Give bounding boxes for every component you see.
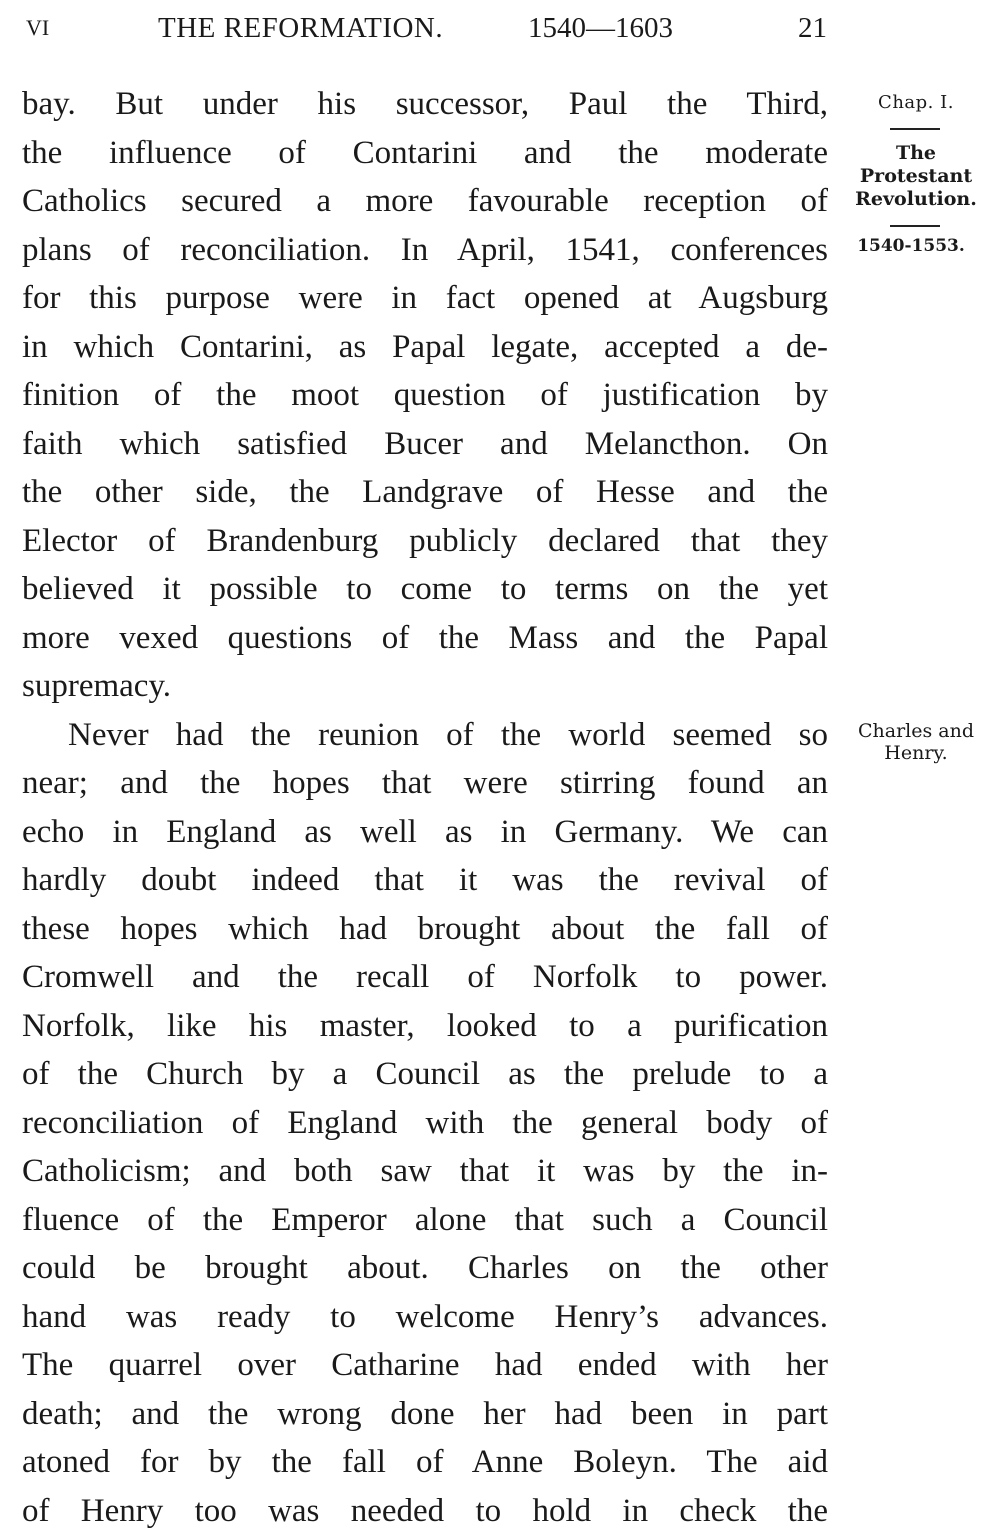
sidenote-divider [890, 128, 940, 130]
text-line: of the Church by a Council as the prelude to a [22, 1050, 828, 1099]
text-line: the influence of Contarini and the moderate [22, 129, 828, 178]
text-line: hand was ready to welcome Henry’s advances. [22, 1293, 828, 1342]
text-line: fluence of the Emperor alone that such a Council [22, 1196, 828, 1245]
main-text-column [22, 80, 828, 1535]
sidenote-margin-line: Charles and [836, 720, 996, 742]
sidenote-topic-line: Revolution. [836, 188, 996, 211]
sidenote-chapter-label: Chap. I. [836, 92, 996, 113]
text-line: hardly doubt indeed that it was the revival of [22, 856, 828, 905]
sidenote-topic-line: The [836, 142, 996, 165]
text-line: finition of the moot question of justification by [22, 371, 828, 420]
text-line-paragraph-start: Never had the reunion of the world seemed so [22, 711, 828, 760]
text-line: near; and the hopes that were stirring found an [22, 759, 828, 808]
text-line: the other side, the Landgrave of Hesse and the [22, 468, 828, 517]
text-line: Catholics secured a more favourable reception of [22, 177, 828, 226]
running-header [22, 10, 830, 46]
sidenote-margin-line: Henry. [836, 742, 996, 764]
text-line: plans of reconciliation. In April, 1541, conferences [22, 226, 828, 275]
sidenote-date-range: 1540-1553. [836, 236, 986, 256]
text-line: bay. But under his successor, Paul the Third, [22, 80, 828, 129]
text-line: reconciliation of England with the general body of [22, 1099, 828, 1148]
text-line: Elector of Brandenburg publicly declared that they [22, 517, 828, 566]
text-line: in which Contarini, as Papal legate, accepted a de- [22, 323, 828, 372]
text-line: Norfolk, like his master, looked to a purification [22, 1002, 828, 1051]
text-line: echo in England as well as in Germany. We can [22, 808, 828, 857]
text-line: these hopes which had brought about the fall of [22, 905, 828, 954]
text-line: atoned for by the fall of Anne Boleyn. The aid [22, 1438, 828, 1487]
header-date-range: 1540—1603 [528, 10, 673, 46]
header-book-title: THE REFORMATION. [158, 10, 443, 46]
text-line-paragraph-end: supremacy. [22, 662, 828, 711]
text-line: more vexed questions of the Mass and the Papal [22, 614, 828, 663]
header-page-number: 21 [798, 10, 827, 46]
text-line: faith which satisfied Bucer and Melancthon. On [22, 420, 828, 469]
header-chapter-numeral: VI [26, 10, 49, 46]
text-line: for this purpose were in fact opened at Augsburg [22, 274, 828, 323]
text-line: Cromwell and the recall of Norfolk to power. [22, 953, 828, 1002]
text-line: of Henry too was needed to hold in check the [22, 1487, 828, 1535]
text-line: death; and the wrong done her had been in part [22, 1390, 828, 1439]
sidenote-charles-and-henry [836, 720, 996, 764]
sidenote-topic [836, 142, 996, 211]
sidenote-topic-line: Protestant [836, 165, 996, 188]
text-line: believed it possible to come to terms on the yet [22, 565, 828, 614]
text-line: Catholicism; and both saw that it was by the in- [22, 1147, 828, 1196]
sidenote-divider [890, 225, 940, 227]
text-line: The quarrel over Catharine had ended with her [22, 1341, 828, 1390]
text-line: could be brought about. Charles on the other [22, 1244, 828, 1293]
